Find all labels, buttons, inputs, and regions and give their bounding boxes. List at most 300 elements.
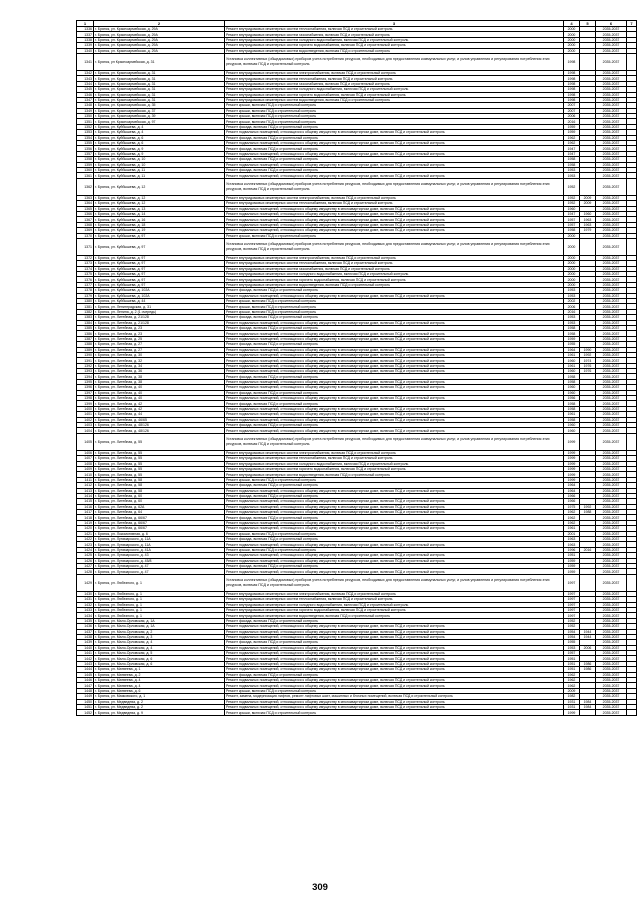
work-type-cell: Ремонт внутридомовых инженерных систем водоотведения, включая ПСД и строительный контроль — [225, 97, 564, 102]
work-type-cell: Установка коллективных (общедомовых) приборов учета потребления ресурсов, необходимых для предоставления коммунальных услуг, и узлов управления и регулирования потребления этих ресурсов, включая ПСД и строительный контроль — [225, 433, 564, 450]
year-built-cell: 1953 — [564, 173, 580, 178]
planned-period-cell: 2035-2037 — [596, 146, 627, 151]
planned-period-cell: 2035-2037 — [596, 37, 627, 42]
address-cell: г. Брянск, ул. Медведева, д. 2 — [94, 699, 225, 704]
year-built-cell: 1958 — [564, 331, 580, 336]
year-built-cell: 1962 — [564, 672, 580, 677]
planned-period-cell: 2035-2037 — [596, 672, 627, 677]
row-number-cell: 1358 — [77, 157, 94, 162]
year-built-cell: 1958 — [564, 325, 580, 330]
address-cell: г. Брянск, ул. Мало-Орловская, д. 1А — [94, 618, 225, 623]
row-number-cell: 1443 — [77, 661, 94, 666]
work-type-cell: Ремонт подвальных помещений, относящихся к общему имуществу в многоквартирном доме, включая ПСД и строительный контроль — [225, 624, 564, 629]
mark-cell — [627, 178, 637, 195]
work-type-cell: Ремонт подвальных помещений, относящихся к общему имуществу в многоквартирном доме, включая ПСД и строительный контроль — [225, 553, 564, 558]
year-built-cell: 1954 — [564, 629, 580, 634]
work-type-cell: Ремонт подвальных помещений, относящихся к общему имуществу в многоквартирном доме, включая ПСД и строительный контроль — [225, 211, 564, 216]
work-type-cell: Ремонт внутридомовых инженерных систем газоснабжения, включая ПСД и строительный контроль — [225, 81, 564, 86]
work-type-cell: Ремонт внутридомовых инженерных систем холодного водоснабжения, включая ПСД и строительный контроль — [225, 87, 564, 92]
year-built-cell: 1958 — [564, 162, 580, 167]
address-cell: г. Брянск, ул. Литейная, д. 60 — [94, 493, 225, 498]
work-type-cell: Ремонт крыши, включая ПСД и строительный контроль — [225, 309, 564, 314]
repair-program-table — [76, 20, 637, 716]
planned-period-cell: 2035-2037 — [596, 569, 627, 574]
row-number-cell: 1433 — [77, 607, 94, 612]
year-built-cell: 1997 — [564, 574, 580, 591]
work-type-cell: Ремонт подвальных помещений, относящихся к общему имуществу в многоквартирном доме, включая ПСД и строительный контроль — [225, 347, 564, 352]
planned-period-cell: 2035-2037 — [596, 450, 627, 455]
planned-period-cell: 2035-2037 — [596, 531, 627, 536]
address-cell: г. Брянск, ул. Куйбышева, д. 6 — [94, 141, 225, 146]
work-type-cell: Ремонт внутридомовых инженерных систем электроснабжения, включая ПСД и строительный контроль — [225, 591, 564, 596]
year-repair-cell: 1990 — [580, 347, 596, 352]
work-type-cell: Ремонт подвальных помещений, относящихся к общему имуществу в многоквартирном доме, включая ПСД и строительный контроль — [225, 151, 564, 156]
year-built-cell: 1947 — [564, 151, 580, 156]
year-built-cell: 1957 — [564, 217, 580, 222]
address-cell: г. Брянск, ул. Куйбышева, д. 18 — [94, 222, 225, 227]
row-number-cell: 1437 — [77, 629, 94, 634]
work-type-cell: Ремонт крыши, включая ПСД и строительный контроль — [225, 304, 564, 309]
year-built-cell: 2002 — [564, 299, 580, 304]
planned-period-cell: 2035-2037 — [596, 195, 627, 200]
address-cell: г. Брянск, ул. Куйбышева, д. 97 — [94, 266, 225, 271]
row-number-cell: 1450 — [77, 699, 94, 704]
row-number-cell: 1340 — [77, 48, 94, 53]
work-type-cell: Ремонт внутридомовых инженерных систем теплоснабжения, включая ПСД и строительный контроль — [225, 201, 564, 206]
year-repair-cell: 1979 — [580, 228, 596, 233]
row-number-cell: 1399 — [77, 401, 94, 406]
mark-cell — [627, 238, 637, 255]
row-number-cell: 1402 — [77, 417, 94, 422]
row-number-cell: 1449 — [77, 694, 94, 699]
work-type-cell: Ремонт крыши, включая ПСД и строительный контроль — [225, 119, 564, 124]
year-built-cell: 1961 — [564, 526, 580, 531]
address-cell: г. Брянск, ул. Матвеева, д. 2 — [94, 672, 225, 677]
year-built-cell: 1997 — [564, 602, 580, 607]
table-body — [77, 21, 637, 716]
work-type-cell: Ремонт подвальных помещений, относящихся к общему имуществу в многоквартирном доме, включая ПСД и строительный контроль — [225, 656, 564, 661]
address-cell: г. Брянск, ул. Локомотивная, д. 6 — [94, 531, 225, 536]
row-number-cell: 1355 — [77, 141, 94, 146]
year-built-cell: 2009 — [564, 688, 580, 693]
work-type-cell: Ремонт внутридомовых инженерных систем горячего водоснабжения, включая ПСД и строительный контроль — [225, 92, 564, 97]
year-built-cell: 1931 — [564, 699, 580, 704]
row-number-cell: 1444 — [77, 667, 94, 672]
planned-period-cell: 2035-2037 — [596, 640, 627, 645]
address-cell: г. Брянск, ул. Куйбышева, д. 11 — [94, 173, 225, 178]
planned-period-cell: 2035-2037 — [596, 70, 627, 75]
planned-period-cell: 2035-2037 — [596, 477, 627, 482]
row-number-cell: 1390 — [77, 352, 94, 357]
planned-period-cell: 2035-2037 — [596, 624, 627, 629]
year-built-cell: 1999 — [564, 461, 580, 466]
row-number-cell: 1373 — [77, 261, 94, 266]
year-built-cell: 1958 — [564, 379, 580, 384]
address-cell: г. Брянск, ул. Красноармейская, д. 31 — [94, 92, 225, 97]
address-cell: г. Брянск, ул. Луначарского, д. 47 — [94, 563, 225, 568]
row-number-cell: 1435 — [77, 618, 94, 623]
address-cell: г. Брянск, ул. Куйбышева, д. 12 — [94, 195, 225, 200]
year-repair-cell: 1992 — [580, 352, 596, 357]
planned-period-cell: 2035-2037 — [596, 124, 627, 129]
address-cell: г. Брянск, ул. Куйбышева, д. 9 — [94, 151, 225, 156]
planned-period-cell: 2035-2037 — [596, 374, 627, 379]
planned-period-cell: 2035-2037 — [596, 456, 627, 461]
row-number-cell: 1378 — [77, 288, 94, 293]
work-type-cell: Ремонт фасада, включая ПСД и строительный контроль — [225, 493, 564, 498]
year-built-cell: 2000 — [564, 233, 580, 238]
planned-period-cell: 2035-2037 — [596, 222, 627, 227]
year-built-cell: 1962 — [564, 141, 580, 146]
address-cell: г. Брянск, ул. Литейная, д. 58 — [94, 488, 225, 493]
planned-period-cell: 2035-2037 — [596, 342, 627, 347]
work-type-cell: Ремонт внутридомовых инженерных систем электроснабжения, включая ПСД и строительный контроль — [225, 70, 564, 75]
address-cell: г. Брянск, ул. Куйбышева, д. 19 — [94, 228, 225, 233]
address-cell: г. Брянск, ул. Куйбышева, д. 102А — [94, 288, 225, 293]
year-built-cell: 1960 — [564, 385, 580, 390]
year-built-cell: 1999 — [564, 472, 580, 477]
row-number-cell: 1377 — [77, 282, 94, 287]
year-repair-cell: 1984 — [580, 704, 596, 709]
work-type-cell: Ремонт подвальных помещений, относящихся к общему имуществу в многоквартирном доме, включая ПСД и строительный контроль — [225, 331, 564, 336]
address-cell: г. Брянск, ул. Маяковского, д. 1 — [94, 694, 225, 699]
planned-period-cell: 2035-2037 — [596, 157, 627, 162]
header-cell: 1 — [77, 21, 94, 27]
address-cell: г. Брянск, ул. Красноармейская, д. 39 — [94, 114, 225, 119]
work-type-cell: Ремонт фасада, включая ПСД и строительный контроль — [225, 288, 564, 293]
work-type-cell: Ремонт внутридомовых инженерных систем холодного водоснабжения, включая ПСД и строительный контроль — [225, 272, 564, 277]
year-built-cell: 1953 — [564, 645, 580, 650]
row-number-cell: 1441 — [77, 651, 94, 656]
row-number-cell: 1416 — [77, 504, 94, 509]
planned-period-cell: 2035-2037 — [596, 433, 627, 450]
address-cell: г. Брянск, ул. Литейная, д. 48/126 — [94, 423, 225, 428]
planned-period-cell: 2035-2037 — [596, 634, 627, 639]
planned-period-cell: 2035-2037 — [596, 92, 627, 97]
address-cell: г. Брянск, ул. Литейная, д. 27 — [94, 347, 225, 352]
work-type-cell: Ремонт подвальных помещений, относящихся к общему имуществу в многоквартирном доме, включая ПСД и строительный контроль — [225, 558, 564, 563]
address-cell: г. Брянск, ул. Литейная, д. 66/67 — [94, 520, 225, 525]
work-type-cell: Ремонт внутридомовых инженерных систем электроснабжения, включая ПСД и строительный контроль — [225, 450, 564, 455]
year-built-cell: 1998 — [564, 92, 580, 97]
row-number-cell: 1413 — [77, 488, 94, 493]
year-built-cell: 1961 — [564, 352, 580, 357]
address-cell: г. Брянск, ул. Куйбышева, д. 9 — [94, 146, 225, 151]
year-repair-cell — [580, 178, 596, 195]
row-number-cell: 1403 — [77, 423, 94, 428]
planned-period-cell: 2035-2037 — [596, 618, 627, 623]
row-number-cell: 1409 — [77, 466, 94, 471]
row-number-cell: 1391 — [77, 358, 94, 363]
row-number-cell: 1369 — [77, 228, 94, 233]
work-type-cell: Ремонт подвальных помещений, относящихся к общему имуществу в многоквартирном доме, включая ПСД и строительный контроль — [225, 428, 564, 433]
planned-period-cell: 2035-2037 — [596, 304, 627, 309]
work-type-cell: Ремонт фасада, включая ПСД и строительный контроль — [225, 135, 564, 140]
row-number-cell: 1434 — [77, 613, 94, 618]
work-type-cell: Ремонт подвальных помещений, относящихся к общему имуществу в многоквартирном доме, включая ПСД и строительный контроль — [225, 173, 564, 178]
address-cell: г. Брянск, ул. Красноармейская, д. 29А — [94, 48, 225, 53]
work-type-cell: Ремонт подвальных помещений, относящихся к общему имуществу в многоквартирном доме, включая ПСД и строительный контроль — [225, 510, 564, 515]
year-repair-cell: 1944 — [580, 634, 596, 639]
address-cell: г. Брянск, ул. Куйбышева, д. 97 — [94, 233, 225, 238]
year-repair-cell: 1944 — [580, 629, 596, 634]
year-repair-cell: 2016 — [580, 547, 596, 552]
planned-period-cell: 2035-2037 — [596, 288, 627, 293]
work-type-cell: Ремонт подвальных помещений, относящихся к общему имуществу в многоквартирном доме, включая ПСД и строительный контроль — [225, 320, 564, 325]
year-built-cell: 1958 — [564, 228, 580, 233]
row-number-cell: 1361 — [77, 173, 94, 178]
work-type-cell: Ремонт внутридомовых инженерных систем холодного водоснабжения, включая ПСД и строительный контроль — [225, 461, 564, 466]
row-number-cell: 1419 — [77, 520, 94, 525]
year-built-cell: 1957 — [564, 222, 580, 227]
address-cell: г. Брянск, ул. Куйбышева, д. 97 — [94, 277, 225, 282]
work-type-cell: Ремонт подвальных помещений, относящихся к общему имуществу в многоквартирном доме, включая ПСД и строительный контроль — [225, 629, 564, 634]
row-number-cell: 1365 — [77, 206, 94, 211]
work-type-cell: Ремонт внутридомовых инженерных систем горячего водоснабжения, включая ПСД и строительный контроль — [225, 607, 564, 612]
year-built-cell: 1958 — [564, 401, 580, 406]
work-type-cell: Ремонт подвальных помещений, относящихся к общему имуществу в многоквартирном доме, включая ПСД и строительный контроль — [225, 699, 564, 704]
row-number-cell: 1392 — [77, 363, 94, 368]
planned-period-cell: 2035-2037 — [596, 602, 627, 607]
planned-period-cell: 2035-2037 — [596, 558, 627, 563]
row-number-cell: 1366 — [77, 211, 94, 216]
work-type-cell: Ремонт фасада, включая ПСД и строительный контроль — [225, 315, 564, 320]
year-built-cell: 2000 — [564, 272, 580, 277]
year-built-cell: 1953 — [564, 288, 580, 293]
work-type-cell: Ремонт фасада, включая ПСД и строительный контроль — [225, 157, 564, 162]
work-type-cell: Установка коллективных (общедомовых) приборов учета потребления ресурсов, необходимых для предоставления коммунальных услуг, и узлов управления и регулирования потребления этих ресурсов, включая ПСД и строительный контроль — [225, 178, 564, 195]
year-built-cell: 2000 — [564, 43, 580, 48]
year-built-cell: 1952 — [564, 178, 580, 195]
year-repair-cell — [580, 710, 596, 715]
address-cell: г. Брянск, ул. Литейная, д. 23 — [94, 331, 225, 336]
year-built-cell: 1959 — [564, 558, 580, 563]
address-cell: г. Брянск, ул. Любезного, д. 1 — [94, 597, 225, 602]
planned-period-cell: 2035-2037 — [596, 651, 627, 656]
work-type-cell: Ремонт, замена, модернизация лифтов, ремонт лифтовых шахт, машинных и блочных помещений, включая ПСД и строительный контроль — [225, 694, 564, 699]
row-number-cell: 1410 — [77, 472, 94, 477]
work-type-cell: Ремонт внутридомовых инженерных систем газоснабжения, включая ПСД и строительный контроль — [225, 266, 564, 271]
work-type-cell: Ремонт внутридомовых инженерных систем теплоснабжения, включая ПСД и строительный контроль — [225, 27, 564, 32]
address-cell: г. Брянск, ул. Литейная, д. 32 — [94, 358, 225, 363]
planned-period-cell: 2035-2037 — [596, 645, 627, 650]
address-cell: г. Брянск, ул. Матвеева, д. 6 — [94, 688, 225, 693]
year-built-cell: 1952 — [564, 201, 580, 206]
work-type-cell: Ремонт крыши, включая ПСД и строительный контроль — [225, 299, 564, 304]
planned-period-cell: 2035-2037 — [596, 32, 627, 37]
row-number-cell: 1372 — [77, 255, 94, 260]
row-number-cell: 1389 — [77, 347, 94, 352]
row-number-cell: 1363 — [77, 195, 94, 200]
address-cell: г. Брянск, ул. Куйбышева, д. 14 — [94, 211, 225, 216]
year-built-cell: 2000 — [564, 261, 580, 266]
row-number-cell: 1446 — [77, 678, 94, 683]
planned-period-cell: 2035-2037 — [596, 320, 627, 325]
address-cell: г. Брянск, ул. Любезного, д. 1 — [94, 602, 225, 607]
year-built-cell: 1998 — [564, 70, 580, 75]
year-built-cell: 1960 — [564, 423, 580, 428]
work-type-cell: Ремонт крыши, включая ПСД и строительный контроль — [225, 103, 564, 108]
planned-period-cell: 2035-2037 — [596, 591, 627, 596]
row-number-cell: 1445 — [77, 672, 94, 677]
planned-period-cell: 2035-2037 — [596, 48, 627, 53]
work-type-cell: Ремонт подвальных помещений, относящихся к общему имуществу в многоквартирном доме, включая ПСД и строительный контроль — [225, 661, 564, 666]
planned-period-cell: 2035-2037 — [596, 406, 627, 411]
work-type-cell: Установка коллективных (общедомовых) приборов учета потребления ресурсов, необходимых для предоставления коммунальных услуг, и узлов управления и регулирования потребления этих ресурсов, включая ПСД и строительный контроль — [225, 574, 564, 591]
work-type-cell: Ремонт крыши, включая ПСД и строительный контроль — [225, 710, 564, 715]
address-cell: г. Брянск, ул. Красноармейская, д. 35 — [94, 103, 225, 108]
address-cell: г. Брянск, ул. Мало-Орловская, д. 5 — [94, 651, 225, 656]
row-number-cell: 1349 — [77, 108, 94, 113]
row-number-cell: 1398 — [77, 396, 94, 401]
work-type-cell: Ремонт фасада, включая ПСД и строительный контроль — [225, 423, 564, 428]
row-number-cell: 1428 — [77, 569, 94, 574]
work-type-cell: Ремонт подвальных помещений, относящихся к общему имуществу в многоквартирном доме, включая ПСД и строительный контроль — [225, 504, 564, 509]
row-number-cell: 1452 — [77, 710, 94, 715]
year-built-cell: 2000 — [564, 32, 580, 37]
year-built-cell: 1998 — [564, 76, 580, 81]
planned-period-cell: 2035-2037 — [596, 688, 627, 693]
planned-period-cell: 2035-2037 — [596, 390, 627, 395]
year-built-cell: 1982 — [564, 694, 580, 699]
address-cell: г. Брянск, ул. Куйбышева, д. 4 — [94, 124, 225, 129]
row-number-cell: 1418 — [77, 515, 94, 520]
address-cell: г. Брянск, ул. Куйбышева, д. 11 — [94, 167, 225, 172]
work-type-cell: Ремонт внутридомовых инженерных систем электроснабжения, включая ПСД и строительный контроль — [225, 255, 564, 260]
row-number-cell: 1374 — [77, 266, 94, 271]
year-built-cell: 1999 — [564, 466, 580, 471]
row-number-cell: 1354 — [77, 135, 94, 140]
work-type-cell: Ремонт подвальных помещений, относящихся к общему имуществу в многоквартирном доме, включая ПСД и строительный контроль — [225, 130, 564, 135]
row-number-cell: 1423 — [77, 542, 94, 547]
address-cell: г. Брянск, ул. Куйбышева, д. 97 — [94, 238, 225, 255]
address-cell: г. Брянск, ул. Литейная, д. 55 — [94, 456, 225, 461]
year-built-cell: 1951 — [564, 553, 580, 558]
planned-period-cell: 2035-2037 — [596, 336, 627, 341]
address-cell: г. Брянск, ул Красноармейская, д. 31 — [94, 53, 225, 70]
header-cell: 6 — [596, 21, 627, 27]
address-cell: г. Брянск, ул. Мало-Орловская, д. 4 — [94, 645, 225, 650]
row-number-cell: 1397 — [77, 390, 94, 395]
row-number-cell: 1344 — [77, 81, 94, 86]
work-type-cell: Ремонт подвальных помещений, относящихся к общему имуществу в многоквартирном доме, включая ПСД и строительный контроль — [225, 704, 564, 709]
address-cell: г. Брянск, ул. Литейная, д. 46/65 — [94, 417, 225, 422]
work-type-cell: Ремонт внутридомовых инженерных систем теплоснабжения, включая ПСД и строительный контроль — [225, 261, 564, 266]
planned-period-cell: 2035-2037 — [596, 607, 627, 612]
year-repair-cell: 2009 — [580, 201, 596, 206]
row-number-cell: 1343 — [77, 76, 94, 81]
planned-period-cell: 2035-2037 — [596, 461, 627, 466]
year-built-cell: 1951 — [564, 661, 580, 666]
planned-period-cell: 2035-2037 — [596, 699, 627, 704]
address-cell: г. Брянск, ул. Мало-Орловская, д. 4 — [94, 640, 225, 645]
planned-period-cell: 2035-2037 — [596, 108, 627, 113]
work-type-cell: Ремонт внутридомовых инженерных систем водоотведения, включая ПСД и строительный контроль — [225, 472, 564, 477]
planned-period-cell: 2035-2037 — [596, 261, 627, 266]
year-built-cell: 1951 — [564, 656, 580, 661]
year-built-cell: 1952 — [564, 195, 580, 200]
year-built-cell: 2000 — [564, 238, 580, 255]
address-cell: г. Брянск, ул. Матвеева, д. 1 — [94, 667, 225, 672]
year-built-cell: 1964 — [564, 488, 580, 493]
planned-period-cell: 2035-2037 — [596, 299, 627, 304]
mark-cell — [627, 710, 637, 715]
work-type-cell: Ремонт внутридомовых инженерных систем водоотведения, включая ПСД и строительный контроль — [225, 282, 564, 287]
planned-period-cell: 2035-2037 — [596, 396, 627, 401]
row-number-cell: 1431 — [77, 597, 94, 602]
year-built-cell: 1954 — [564, 634, 580, 639]
work-type-cell: Ремонт подвальных помещений, относящихся к общему имуществу в многоквартирном доме, включая ПСД и строительный контроль — [225, 222, 564, 227]
planned-period-cell: 2035-2037 — [596, 488, 627, 493]
planned-period-cell: 2035-2037 — [596, 466, 627, 471]
address-cell: г. Брянск, ул. Медведева, д. 2 — [94, 704, 225, 709]
planned-period-cell: 2035-2037 — [596, 526, 627, 531]
address-cell: г. Брянск, ул. Луначарского, д. 43 — [94, 553, 225, 558]
header-cell: 5 — [580, 21, 596, 27]
address-cell: г. Брянск, ул. Литейная, д. 58 — [94, 477, 225, 482]
year-built-cell: 1953 — [564, 293, 580, 298]
row-number-cell: 1347 — [77, 97, 94, 102]
mark-cell — [627, 574, 637, 591]
year-built-cell: 1997 — [564, 607, 580, 612]
planned-period-cell: 2035-2037 — [596, 428, 627, 433]
year-built-cell: 2000 — [564, 37, 580, 42]
work-type-cell: Ремонт внутридомовых инженерных систем горячего водоснабжения, включая ПСД и строительный контроль — [225, 466, 564, 471]
row-number-cell: 1336 — [77, 27, 94, 32]
planned-period-cell: 2035-2037 — [596, 43, 627, 48]
work-type-cell: Ремонт внутридомовых инженерных систем горячего водоснабжения, включая ПСД и строительный контроль — [225, 277, 564, 282]
year-built-cell: 2000 — [564, 266, 580, 271]
work-type-cell: Ремонт подвальных помещений, относящихся к общему имуществу в многоквартирном доме, включая ПСД и строительный контроль — [225, 162, 564, 167]
year-built-cell: 2006 — [564, 304, 580, 309]
row-number-cell: 1386 — [77, 331, 94, 336]
address-cell: г. Брянск, ул. Красноармейская, д. 31 — [94, 97, 225, 102]
address-cell: г. Брянск, ул. Луначарского, д. 47 — [94, 569, 225, 574]
header-cell: 3 — [225, 21, 564, 27]
row-number-cell: 1422 — [77, 537, 94, 542]
year-built-cell: 1998 — [564, 97, 580, 102]
planned-period-cell: 2035-2037 — [596, 704, 627, 709]
row-number-cell: 1376 — [77, 277, 94, 282]
year-built-cell: 1952 — [564, 624, 580, 629]
work-type-cell: Ремонт внутридомовых инженерных систем теплоснабжения, включая ПСД и строительный контроль — [225, 597, 564, 602]
year-built-cell: 1959 — [564, 124, 580, 129]
work-type-cell: Ремонт крыши, включая ПСД и строительный контроль — [225, 114, 564, 119]
row-number-cell: 1348 — [77, 103, 94, 108]
planned-period-cell: 2035-2037 — [596, 369, 627, 374]
document-sheet — [76, 20, 636, 716]
work-type-cell: Ремонт подвальных помещений, относящихся к общему имуществу в многоквартирном доме, включая ПСД и строительный контроль — [225, 499, 564, 504]
row-number-cell: 1442 — [77, 656, 94, 661]
address-cell: г. Брянск, ул. Красноармейская, д. 29А — [94, 27, 225, 32]
planned-period-cell: 2035-2037 — [596, 119, 627, 124]
year-built-cell: 1959 — [564, 563, 580, 568]
address-cell: г. Брянск, ул. Куйбышева, д. 97 — [94, 282, 225, 287]
address-cell: г. Брянск, ул. Куйбышева, д. 12 — [94, 201, 225, 206]
planned-period-cell: 2035-2037 — [596, 547, 627, 552]
row-number-cell: 1395 — [77, 379, 94, 384]
row-number-cell: 1436 — [77, 624, 94, 629]
address-cell: г. Брянск, ул. Литейная, д. 66/67 — [94, 526, 225, 531]
year-repair-cell — [580, 238, 596, 255]
work-type-cell: Ремонт подвальных помещений, относящихся к общему имуществу в многоквартирном доме, включая ПСД и строительный контроль — [225, 412, 564, 417]
address-cell: г. Брянск, ул. Мало-Орловская, д. 1А — [94, 624, 225, 629]
address-cell: г. Брянск, ул. Литейная, д. 58 — [94, 483, 225, 488]
year-built-cell: 2007 — [564, 103, 580, 108]
planned-period-cell: 2035-2037 — [596, 493, 627, 498]
year-built-cell: 2016 — [564, 119, 580, 124]
address-cell: г. Брянск, ул. Литейная, д. 23 — [94, 325, 225, 330]
